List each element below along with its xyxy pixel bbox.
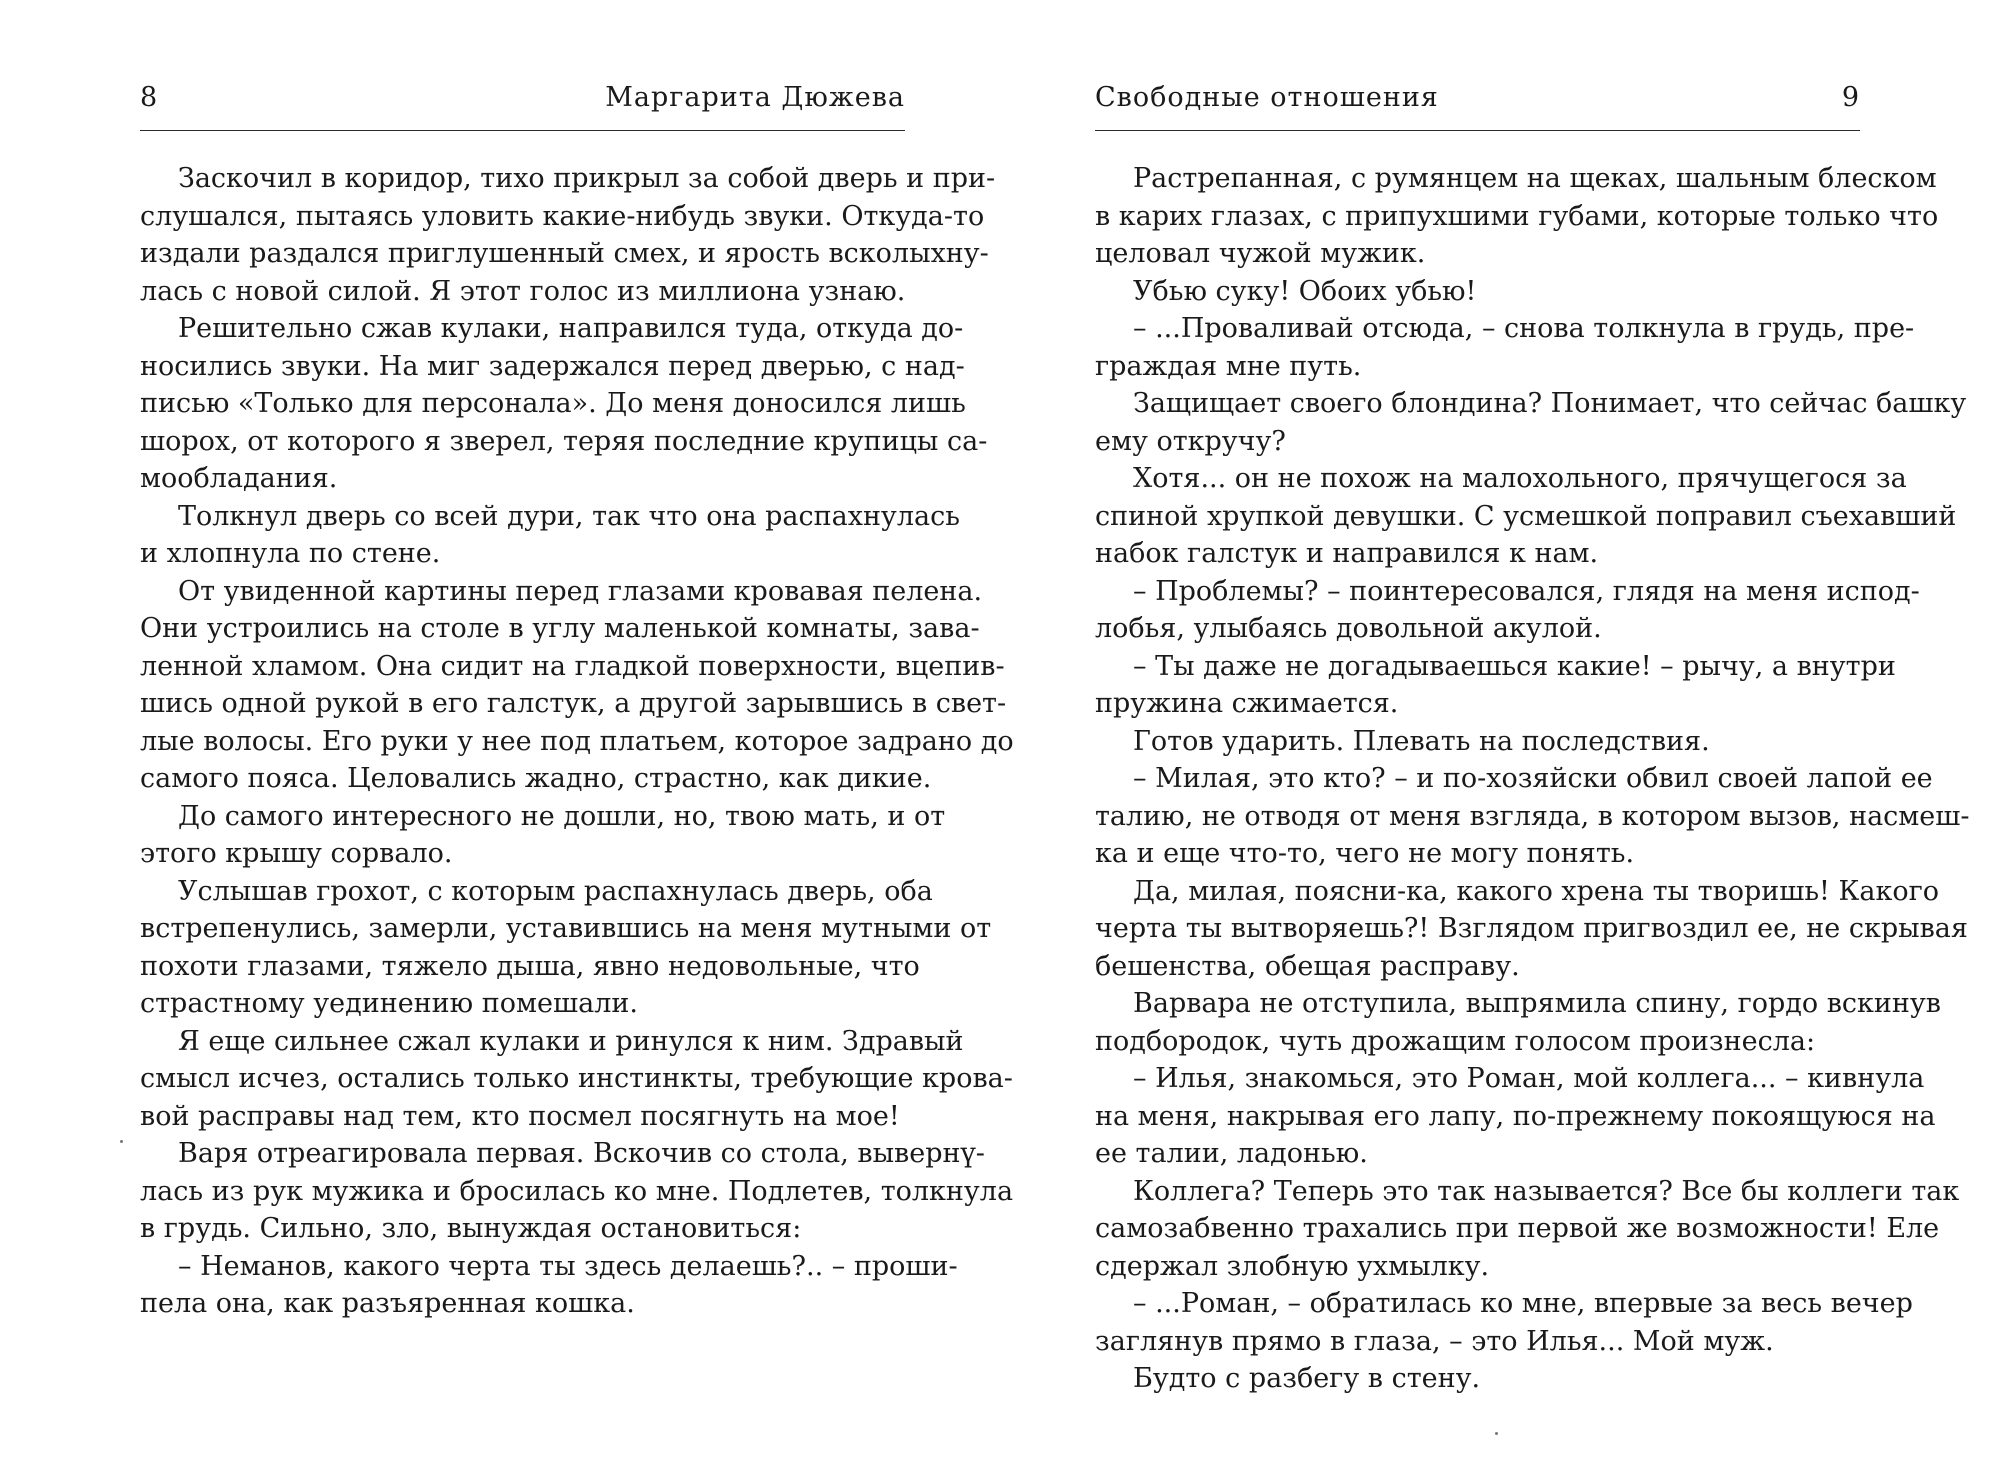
text-line: Коллега? Теперь это так называется? Все бы коллеги так bbox=[1133, 1175, 1960, 1207]
text-line: граждая мне путь. bbox=[1095, 350, 1362, 382]
right-running-header bbox=[1095, 82, 1860, 131]
text-line: Услышав грохот, с которым распахнулась дверь, оба bbox=[178, 875, 933, 907]
text-line: носились звуки. На миг задержался перед дверью, с над- bbox=[140, 350, 965, 382]
text-line: в карих глазах, с припухшими губами, которые только что bbox=[1095, 200, 1939, 232]
text-line: лые волосы. Его руки у нее под платьем, которое задрано до bbox=[140, 725, 1014, 757]
text-line: – Ты даже не догадываешься какие! – рычу, а внутри bbox=[1133, 650, 1896, 682]
left-running-head: Маргарита Дюжева bbox=[605, 82, 905, 113]
text-line: лась с новой силой. Я этот голос из миллиона узнаю. bbox=[140, 275, 906, 307]
text-line: Толкнул дверь со всей дури, так что она распахнулась bbox=[178, 500, 960, 532]
right-running-head: Свободные отношения bbox=[1095, 82, 1439, 113]
text-line: – Проблемы? – поинтересовался, глядя на меня испод- bbox=[1133, 575, 1920, 607]
text-line: Растрепанная, с румянцем на щеках, шальным блеском bbox=[1133, 163, 1937, 194]
text-line: – Неманов, какого черта ты здесь делаешь?.. – проши- bbox=[178, 1250, 958, 1282]
text-line: встрепенулись, замерли, уставившись на меня мутными от bbox=[140, 913, 992, 944]
text-line: смысл исчез, остались только инстинкты, требующие крова- bbox=[140, 1063, 1013, 1094]
text-line: Будто с разбегу в стену. bbox=[1133, 1363, 1481, 1394]
text-line: Да, милая, поясни-ка, какого хрена ты творишь! Какого bbox=[1133, 875, 1940, 907]
text-line: талию, не отводя от меня взгляда, в котором вызов, насмеш- bbox=[1095, 800, 1970, 832]
text-line: лобья, улыбаясь довольной акулой. bbox=[1095, 613, 1602, 644]
left-page bbox=[140, 0, 1014, 1466]
text-line: бешенства, обещая расправу. bbox=[1095, 950, 1520, 982]
left-running-header bbox=[140, 82, 905, 131]
text-line: страстному уединению помешали. bbox=[140, 988, 638, 1019]
text-line: мообладания. bbox=[140, 463, 338, 494]
text-line: До самого интересного не дошли, но, твою мать, и от bbox=[178, 800, 946, 832]
text-line: Варя отреагировала первая. Вскочив со стола, вывернү- bbox=[178, 1138, 985, 1169]
text-line: писью «Только для персонала». До меня доносился лишь bbox=[140, 388, 966, 419]
text-line: лась из рук мужика и бросилась ко мне. Подлетев, толкнула bbox=[140, 1175, 1014, 1207]
text-line: пела она, как разъяренная кошка. bbox=[140, 1288, 635, 1319]
print-speck bbox=[1495, 1432, 1498, 1435]
text-line: в грудь. Сильно, зло, вынуждая остановиться: bbox=[140, 1213, 802, 1244]
text-line: ее талии, ладонью. bbox=[1095, 1138, 1368, 1169]
text-line: Я еще сильнее сжал кулаки и ринулся к ним. Здравый bbox=[178, 1025, 964, 1057]
left-page-number: 8 bbox=[140, 82, 159, 113]
text-line: ка и еще что-то, чего не могу понять. bbox=[1095, 838, 1635, 869]
text-line: Решительно сжав кулаки, направился туда, откуда до- bbox=[178, 313, 964, 344]
text-line: шорох, от которого я зверел, теряя последние крупицы са- bbox=[140, 425, 988, 457]
text-line: Варвара не отступила, выпрямила спину, гордо вскинув bbox=[1133, 988, 1941, 1019]
text-line: самозабвенно трахались при первой же возможности! Еле bbox=[1095, 1213, 1940, 1244]
text-line: набок галстук и направился к нам. bbox=[1095, 538, 1599, 569]
text-line: и хлопнула по стене. bbox=[140, 538, 441, 569]
text-line: спиной хрупкой девушки. С усмешкой поправил съехавший bbox=[1095, 500, 1957, 532]
text-line: ленной хламом. Она сидит на гладкой поверхности, вцепив- bbox=[140, 650, 1005, 682]
text-line: похоти глазами, тяжело дыша, явно недовольные, что bbox=[140, 950, 920, 982]
text-line: целовал чужой мужик. bbox=[1095, 238, 1426, 269]
print-speck bbox=[120, 1140, 123, 1143]
text-line: черта ты вытворяешь?! Взглядом пригвоздил ее, не скрывая bbox=[1095, 913, 1968, 944]
right-page bbox=[1095, 0, 1970, 1466]
right-page-body bbox=[1095, 160, 1970, 1398]
text-line: Они устроились на столе в углу маленькой комнаты, зава- bbox=[140, 613, 980, 644]
text-line: – Милая, это кто? – и по-хозяйски обвил своей лапой ее bbox=[1133, 763, 1933, 794]
text-line: заглянув прямо в глаза, – это Илья... Мой муж. bbox=[1095, 1325, 1774, 1357]
text-line: издали раздался приглушенный смех, и ярость всколыхну- bbox=[140, 238, 989, 269]
text-line: на меня, накрывая его лапу, по-прежнему покоящуюся на bbox=[1095, 1100, 1936, 1132]
text-line: ему откручу? bbox=[1095, 425, 1286, 457]
text-line: Готов ударить. Плевать на последствия. bbox=[1133, 725, 1710, 757]
text-line: подбородок, чуть дрожащим голосом произнесла: bbox=[1095, 1025, 1816, 1057]
text-line: самого пояса. Целовались жадно, страстно, как дикие. bbox=[140, 763, 932, 794]
text-line: – ...Проваливай отсюда, – снова толкнула в грудь, пре- bbox=[1133, 313, 1915, 344]
text-line: этого крышу сорвало. bbox=[140, 838, 453, 869]
text-line: Заскочил в коридор, тихо прикрыл за собой дверь и при- bbox=[178, 163, 996, 194]
text-line: От увиденной картины перед глазами кровавая пелена. bbox=[178, 575, 983, 607]
left-page-body bbox=[140, 160, 1014, 1323]
text-line: слушался, пытаясь уловить какие-нибудь звуки. Откуда-то bbox=[140, 200, 985, 232]
text-line: Хотя... он не похож на малохольного, прячущегося за bbox=[1133, 463, 1907, 494]
text-line: – Илья, знакомься, это Роман, мой коллега... – кивнула bbox=[1133, 1063, 1925, 1094]
text-line: Убью суку! Обоих убью! bbox=[1133, 275, 1477, 307]
text-line: шись одной рукой в его галстук, а другой зарывшись в свет- bbox=[140, 688, 1007, 719]
text-line: – ...Роман, – обратилась ко мне, впервые за весь вечер bbox=[1133, 1288, 1913, 1319]
text-line: вой расправы над тем, кто посмел посягнуть на мое! bbox=[140, 1100, 900, 1132]
right-page-number: 9 bbox=[1841, 82, 1860, 113]
text-line: сдержал злобную ухмылку. bbox=[1095, 1250, 1490, 1282]
text-line: Защищает своего блондина? Понимает, что сейчас башку bbox=[1133, 388, 1967, 419]
text-line: пружина сжимается. bbox=[1095, 688, 1399, 719]
